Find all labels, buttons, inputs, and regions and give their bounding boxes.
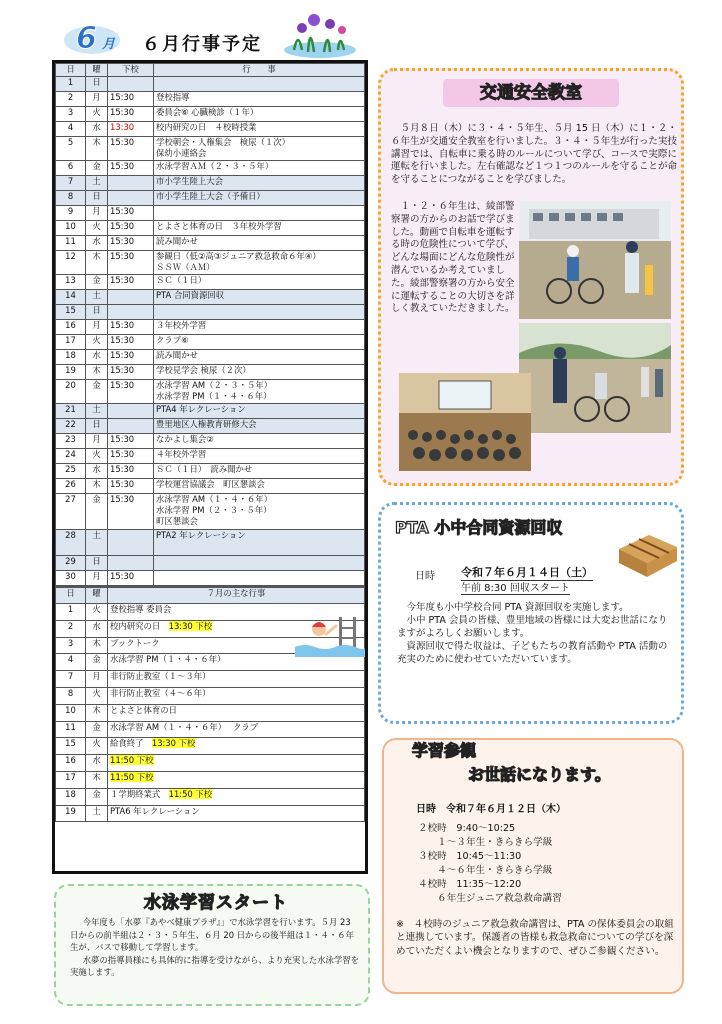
table-row — [56, 206, 365, 221]
july-header-row — [56, 588, 365, 604]
event-cell — [154, 464, 365, 479]
pta-title: PTA 小中合同資源回収 — [395, 518, 563, 537]
event-text: 水泳学習 AM（１・４・６年） クラブ — [110, 721, 259, 732]
event-line: PTA4 年レクレーション — [156, 404, 246, 414]
event-cell — [108, 687, 365, 704]
day-cell: 10 — [56, 704, 86, 721]
photo-police-demo — [519, 323, 671, 433]
table-row — [56, 738, 365, 755]
dismissal-cell: 15:30 — [108, 137, 154, 161]
day-cell: 24 — [56, 449, 86, 464]
june-header-row — [56, 64, 365, 77]
event-line: ＳＣ（１日） 読み聞かせ — [156, 464, 253, 474]
event-text: とよさと体育の日 — [110, 704, 177, 715]
table-row — [56, 479, 365, 494]
dismissal-cell: 13:30 — [108, 122, 154, 137]
weekday-cell: 土 — [86, 530, 108, 556]
table-row — [56, 687, 365, 704]
event-cell — [154, 251, 365, 275]
table-row — [56, 221, 365, 236]
weekday-cell: 火 — [86, 449, 108, 464]
event-cell — [154, 335, 365, 350]
day-cell: 9 — [56, 206, 86, 221]
table-row — [56, 419, 365, 434]
table-row — [56, 92, 365, 107]
event-text: １学期終業式 — [110, 788, 169, 799]
page-title: ６月行事予定 — [142, 34, 262, 55]
day-cell: 6 — [56, 161, 86, 176]
table-row — [56, 755, 365, 772]
day-cell: 5 — [56, 137, 86, 161]
table-row — [56, 191, 365, 206]
day-cell: 4 — [56, 122, 86, 137]
table-row — [56, 380, 365, 404]
event-cell — [108, 721, 365, 738]
day-cell: 12 — [56, 251, 86, 275]
event-line: 水泳学習 PM（２・３・５年） — [156, 505, 272, 515]
dismissal-cell: 15:30 — [108, 320, 154, 335]
weekday-cell: 金 — [86, 788, 108, 805]
table-row — [56, 161, 365, 176]
event-line: 水泳学習 AM（２・３・５年） — [156, 380, 273, 390]
event-line: 登校指導 — [156, 92, 190, 102]
column-header: 日 — [56, 588, 86, 604]
dismissal-cell: 15:30 — [108, 571, 154, 586]
weekday-cell: 火 — [86, 107, 108, 122]
dismissal-cell: 15:30 — [108, 221, 154, 236]
day-cell: 8 — [56, 191, 86, 206]
weekday-cell: 月 — [86, 206, 108, 221]
iris-flower-icon — [280, 10, 358, 60]
event-line: 保幼小連絡会 — [156, 148, 207, 158]
weekday-cell: 水 — [86, 755, 108, 772]
period-item: ３校時 10:45～11:30 — [418, 851, 522, 862]
traffic-safety-notice — [378, 68, 684, 486]
event-line: クラブ⑥ — [156, 335, 189, 345]
weekday-cell: 火 — [86, 687, 108, 704]
event-line: 校内研究の日 ４校時授業 — [156, 122, 257, 132]
weekday-cell: 水 — [86, 236, 108, 251]
event-text: ブックトーク — [110, 637, 160, 648]
event-cell — [154, 350, 365, 365]
event-cell — [154, 191, 365, 206]
day-cell: 25 — [56, 464, 86, 479]
july-section — [55, 586, 365, 816]
pta-date-label: 日時 — [415, 571, 435, 582]
event-cell — [154, 92, 365, 107]
day-cell: 19 — [56, 365, 86, 380]
photo-bicycle-course — [519, 201, 671, 319]
event-line: 委員会⑥ 心臓検診（１年） — [156, 107, 259, 117]
day-cell: 20 — [56, 380, 86, 404]
weekday-cell: 木 — [86, 365, 108, 380]
event-cell — [154, 571, 365, 586]
dismissal-cell — [108, 404, 154, 419]
weekday-cell: 火 — [86, 738, 108, 755]
dismissal-cell: 15:30 — [108, 449, 154, 464]
weekday-cell: 月 — [86, 671, 108, 688]
weekday-cell: 木 — [86, 137, 108, 161]
table-row — [56, 320, 365, 335]
event-text: 非行防止教室（１～３年） — [110, 671, 211, 682]
event-line: 市小学生陸上大会（予備日） — [156, 191, 265, 201]
dismissal-cell — [108, 305, 154, 320]
swim-body — [70, 916, 360, 979]
dismissal-cell: 15:30 — [108, 380, 154, 404]
weekday-cell: 木 — [86, 771, 108, 788]
event-cell — [154, 494, 365, 530]
weekday-cell: 金 — [86, 161, 108, 176]
weekday-cell: 火 — [86, 604, 108, 621]
weekday-cell: 土 — [86, 404, 108, 419]
dismissal-highlight: 13:30 下校 — [168, 620, 213, 631]
event-line: ＳＳＷ（ＡＭ） — [156, 262, 215, 272]
table-row — [56, 805, 365, 822]
weekday-cell: 月 — [86, 92, 108, 107]
traffic-p1: ５月８日（木）に３・４・５年生、５月 15 日（木）に１・２・６年生が交通安全教室を行いました。３・４・５年生が行った実技講習では、自転車に乗る時のルールについて学び、コースで実際に運転を行いました。左右確認など１つ１つのルールを守ることが命を守ることにつながることを学びました。 — [391, 123, 677, 186]
event-line: 市小学生陸上大会 — [156, 176, 223, 186]
dismissal-highlight: 11:50 下校 — [110, 771, 154, 782]
dismissal-cell: 15:30 — [108, 479, 154, 494]
dismissal-cell — [108, 191, 154, 206]
event-cell — [154, 206, 365, 221]
period-item: １～３年生・きらきら学級 — [418, 837, 553, 848]
event-cell — [154, 320, 365, 335]
badge-number: 6 — [76, 21, 97, 56]
event-cell — [154, 176, 365, 191]
day-cell: 29 — [56, 556, 86, 571]
table-row — [56, 290, 365, 305]
day-cell: 21 — [56, 404, 86, 419]
dismissal-cell: 15:30 — [108, 107, 154, 122]
event-cell — [154, 365, 365, 380]
event-line: とよさと体育の日 ３年校外学習 — [156, 221, 282, 231]
dismissal-cell: 15:30 — [108, 464, 154, 479]
swim-p2: 水夢の指導員様にも具体的に指導を受けながら、より充実した水泳学習を実施します。 — [70, 954, 359, 977]
table-row — [56, 107, 365, 122]
table-row — [56, 404, 365, 419]
photo-gym-lecture — [399, 373, 531, 471]
weekday-cell: 火 — [86, 221, 108, 236]
learn-subtitle: お世話になります。 — [468, 765, 611, 784]
event-line: 水泳学習 PM（１・４・６年） — [156, 391, 272, 401]
day-cell: 22 — [56, 419, 86, 434]
swim-title: 水泳学習スタート — [144, 893, 288, 913]
day-cell: 18 — [56, 350, 86, 365]
dismissal-cell — [108, 419, 154, 434]
schedule-table — [52, 60, 368, 874]
event-text: 水泳学習 PM（１・４・６年） — [110, 654, 226, 665]
day-cell: 11 — [56, 236, 86, 251]
dismissal-cell: 15:30 — [108, 494, 154, 530]
event-cell — [108, 755, 365, 772]
table-row — [56, 704, 365, 721]
day-cell: 30 — [56, 571, 86, 586]
traffic-title: 交通安全教室 — [443, 79, 619, 107]
event-cell — [108, 738, 365, 755]
weekday-cell: 日 — [86, 77, 108, 92]
event-text: 給食終了 — [110, 738, 152, 749]
june-schedule — [55, 63, 365, 586]
day-cell: 17 — [56, 335, 86, 350]
event-line: ＳＣ（１日） — [156, 275, 207, 285]
cardboard-bundle-icon — [615, 527, 679, 581]
dismissal-highlight: 11:50 下校 — [168, 788, 213, 799]
dismissal-cell: 15:30 — [108, 350, 154, 365]
weekday-cell: 木 — [86, 479, 108, 494]
event-line: 読み聞かせ — [156, 350, 198, 360]
day-cell: 26 — [56, 479, 86, 494]
period-item: ２校時 9:40～10:25 — [418, 823, 516, 834]
weekday-cell: 金 — [86, 380, 108, 404]
dismissal-cell: 15:30 — [108, 92, 154, 107]
table-row — [56, 305, 365, 320]
pta-body — [397, 601, 675, 666]
weekday-cell: 金 — [86, 654, 108, 671]
dismissal-cell: 15:30 — [108, 236, 154, 251]
day-cell: 16 — [56, 755, 86, 772]
day-cell: 16 — [56, 320, 86, 335]
dismissal-highlight: 11:50 下校 — [110, 755, 154, 766]
weekday-cell: 木 — [86, 704, 108, 721]
dismissal-cell — [108, 77, 154, 92]
table-row — [56, 434, 365, 449]
table-row — [56, 122, 365, 137]
weekday-cell: 日 — [86, 305, 108, 320]
dismissal-cell: 15:30 — [108, 434, 154, 449]
weekday-cell: 金 — [86, 275, 108, 290]
event-line: 水泳学習 AM（１・４・６年） — [156, 494, 273, 504]
weekday-cell: 水 — [86, 122, 108, 137]
table-row — [56, 236, 365, 251]
event-cell — [154, 530, 365, 556]
class-observation-notice — [382, 738, 684, 994]
table-row — [56, 671, 365, 688]
dismissal-cell: 15:30 — [108, 251, 154, 275]
weekday-cell: 土 — [86, 176, 108, 191]
pta-recycling-notice — [378, 502, 684, 724]
weekday-cell: 日 — [86, 556, 108, 571]
event-line: 参観日（低②高③ジュニア救急救命６年④） — [156, 251, 321, 261]
event-line: なかよし集会② — [156, 434, 214, 444]
event-cell — [154, 107, 365, 122]
event-text: 校内研究の日 — [110, 620, 169, 631]
table-row — [56, 571, 365, 586]
table-row — [56, 530, 365, 556]
table-row — [56, 275, 365, 290]
table-row — [56, 449, 365, 464]
pta-p2: 小中 PTA 会員の皆様、豊里地域の皆様には大変お世話になりますがよろしくお願いします。 — [397, 615, 668, 639]
table-row — [56, 365, 365, 380]
day-cell: 13 — [56, 275, 86, 290]
table-row — [56, 137, 365, 161]
weekday-cell: 土 — [86, 805, 108, 822]
traffic-p2: １・２・６年生は、綾部警察署の方からのお話で学びました。動画で自転車を運転する時の危険性について学び、どんな場面にどんな危険性が潜んでいるか考えていました。綾部警察署の方から安全に運転することの大切さを詳しく教えていただきました。 — [391, 201, 515, 315]
event-text: 非行防止教室（４～６年） — [110, 687, 211, 698]
event-cell — [154, 556, 365, 571]
dismissal-cell: 15:30 — [108, 335, 154, 350]
event-line: 学校見学会 検尿（２次） — [156, 365, 251, 375]
event-line: 豊里地区人権教育研修大会 — [156, 419, 257, 429]
month-badge — [62, 14, 130, 58]
event-line: 読み聞かせ — [156, 236, 198, 246]
table-row — [56, 464, 365, 479]
pta-p3: 資源回収で得た収益は、子どもたちの教育活動や PTA 活動の充実のために使わせていただいています。 — [397, 641, 668, 665]
table-row — [56, 788, 365, 805]
event-cell — [108, 704, 365, 721]
weekday-cell: 木 — [86, 637, 108, 654]
day-cell: 27 — [56, 494, 86, 530]
dismissal-cell: 15:30 — [108, 206, 154, 221]
weekday-cell: 金 — [86, 721, 108, 738]
event-cell — [108, 771, 365, 788]
table-row — [56, 350, 365, 365]
day-cell: 17 — [56, 771, 86, 788]
event-line: 学校運営協議会 町区懇談会 — [156, 479, 265, 489]
period-item: ４校時 11:35～12:20 — [418, 879, 522, 890]
pta-date: 令和７年６月１４日（土） — [461, 566, 593, 579]
weekday-cell: 木 — [86, 251, 108, 275]
weekday-cell: 金 — [86, 494, 108, 530]
day-cell: 7 — [56, 176, 86, 191]
learn-date: 日時 令和７年６月１２日（木） — [416, 804, 566, 815]
table-row — [56, 556, 365, 571]
table-row — [56, 494, 365, 530]
learn-note: ※ ４校時のジュニア救急救命講習は、PTA の保体委員会の取組と連携しています。保護者の皆様も救急救命についての学びを深めていただくよい機会となりますので、ぜひご参観ください。 — [396, 919, 674, 957]
day-cell: 3 — [56, 107, 86, 122]
weekday-cell: 水 — [86, 620, 108, 637]
event-cell — [154, 434, 365, 449]
weekday-cell: 日 — [86, 191, 108, 206]
dismissal-cell — [108, 176, 154, 191]
event-cell — [154, 419, 365, 434]
day-cell: 2 — [56, 92, 86, 107]
weekday-cell: 土 — [86, 290, 108, 305]
day-cell: 2 — [56, 620, 86, 637]
event-line: PTA 合同資源回収 — [156, 290, 225, 300]
event-line: 学校朝会・人権集会 検尿（１次） — [156, 137, 290, 147]
pta-p1: 今年度も小中学校合同 PTA 資源回収を実施します。 — [406, 602, 629, 613]
column-header: 曜 — [86, 588, 108, 604]
event-text: PTA6 年レクレーション — [110, 805, 200, 816]
weekday-cell: 水 — [86, 464, 108, 479]
day-cell: 3 — [56, 637, 86, 654]
weekday-cell: 水 — [86, 350, 108, 365]
column-header: ７月の主な行事 — [108, 588, 365, 604]
dismissal-highlight: 13:30 下校 — [151, 738, 196, 749]
event-line: PTA2 年レクレーション — [156, 530, 246, 540]
weekday-cell: 月 — [86, 434, 108, 449]
day-cell: 14 — [56, 290, 86, 305]
column-header: 行 事 — [154, 64, 365, 77]
event-cell — [154, 77, 365, 92]
day-cell: 18 — [56, 788, 86, 805]
table-row — [56, 721, 365, 738]
event-line: ４年校外学習 — [156, 449, 207, 459]
day-cell: 28 — [56, 530, 86, 556]
column-header: 下校 — [108, 64, 154, 77]
event-text: 登校指導 委員会 — [110, 604, 172, 614]
event-cell — [108, 788, 365, 805]
weekday-cell: 月 — [86, 571, 108, 586]
day-cell: 7 — [56, 671, 86, 688]
event-cell — [154, 404, 365, 419]
weekday-cell: 火 — [86, 335, 108, 350]
day-cell: 1 — [56, 77, 86, 92]
event-cell — [154, 161, 365, 176]
swim-notice — [54, 884, 370, 1006]
event-line: 水泳学習ＡＭ（２・３・５年） — [156, 161, 274, 171]
event-line: ３年校外学習 — [156, 320, 207, 330]
event-cell — [108, 805, 365, 822]
dismissal-cell: 15:30 — [108, 161, 154, 176]
event-cell — [154, 236, 365, 251]
event-cell — [154, 122, 365, 137]
column-header: 曜 — [86, 64, 108, 77]
event-line: 町区懇談会 — [156, 516, 198, 526]
event-cell — [154, 275, 365, 290]
day-cell: 10 — [56, 221, 86, 236]
learn-title: 学習参観 — [412, 741, 477, 760]
dismissal-cell — [108, 290, 154, 305]
swimming-child-icon — [295, 613, 365, 657]
day-cell: 11 — [56, 721, 86, 738]
event-cell — [154, 305, 365, 320]
column-header: 日 — [56, 64, 86, 77]
table-row — [56, 771, 365, 788]
learn-periods — [398, 822, 678, 906]
period-item: ６年生ジュニア救急救命講習 — [418, 893, 562, 904]
event-cell — [108, 671, 365, 688]
pta-time: 午前 8:30 回収スタート — [461, 579, 570, 595]
swim-p1: 今年度も「水夢『あやべ健康プラザ』」で水泳学習を行います。５月 23 日からの前半組は２・３・５年生、６月 20 日からの後半組は１・４・６年生が、バスで移動して学習します。 — [70, 917, 354, 952]
event-cell — [154, 449, 365, 464]
day-cell: 15 — [56, 305, 86, 320]
table-row — [56, 251, 365, 275]
event-cell — [154, 221, 365, 236]
event-cell — [154, 290, 365, 305]
day-cell: 15 — [56, 738, 86, 755]
table-row — [56, 176, 365, 191]
weekday-cell: 日 — [86, 419, 108, 434]
dismissal-cell — [108, 530, 154, 556]
table-row — [56, 77, 365, 92]
day-cell: 23 — [56, 434, 86, 449]
event-cell — [154, 380, 365, 404]
day-cell: 1 — [56, 604, 86, 621]
dismissal-cell: 15:30 — [108, 275, 154, 290]
day-cell: 8 — [56, 687, 86, 704]
table-row — [56, 335, 365, 350]
dismissal-cell: 15:30 — [108, 365, 154, 380]
period-item: ４～６年生・きらきら学級 — [418, 865, 553, 876]
weekday-cell: 月 — [86, 320, 108, 335]
dismissal-cell — [108, 556, 154, 571]
event-cell — [154, 479, 365, 494]
event-cell — [154, 137, 365, 161]
day-cell: 19 — [56, 805, 86, 822]
day-cell: 4 — [56, 654, 86, 671]
badge-unit: 月 — [102, 37, 116, 52]
